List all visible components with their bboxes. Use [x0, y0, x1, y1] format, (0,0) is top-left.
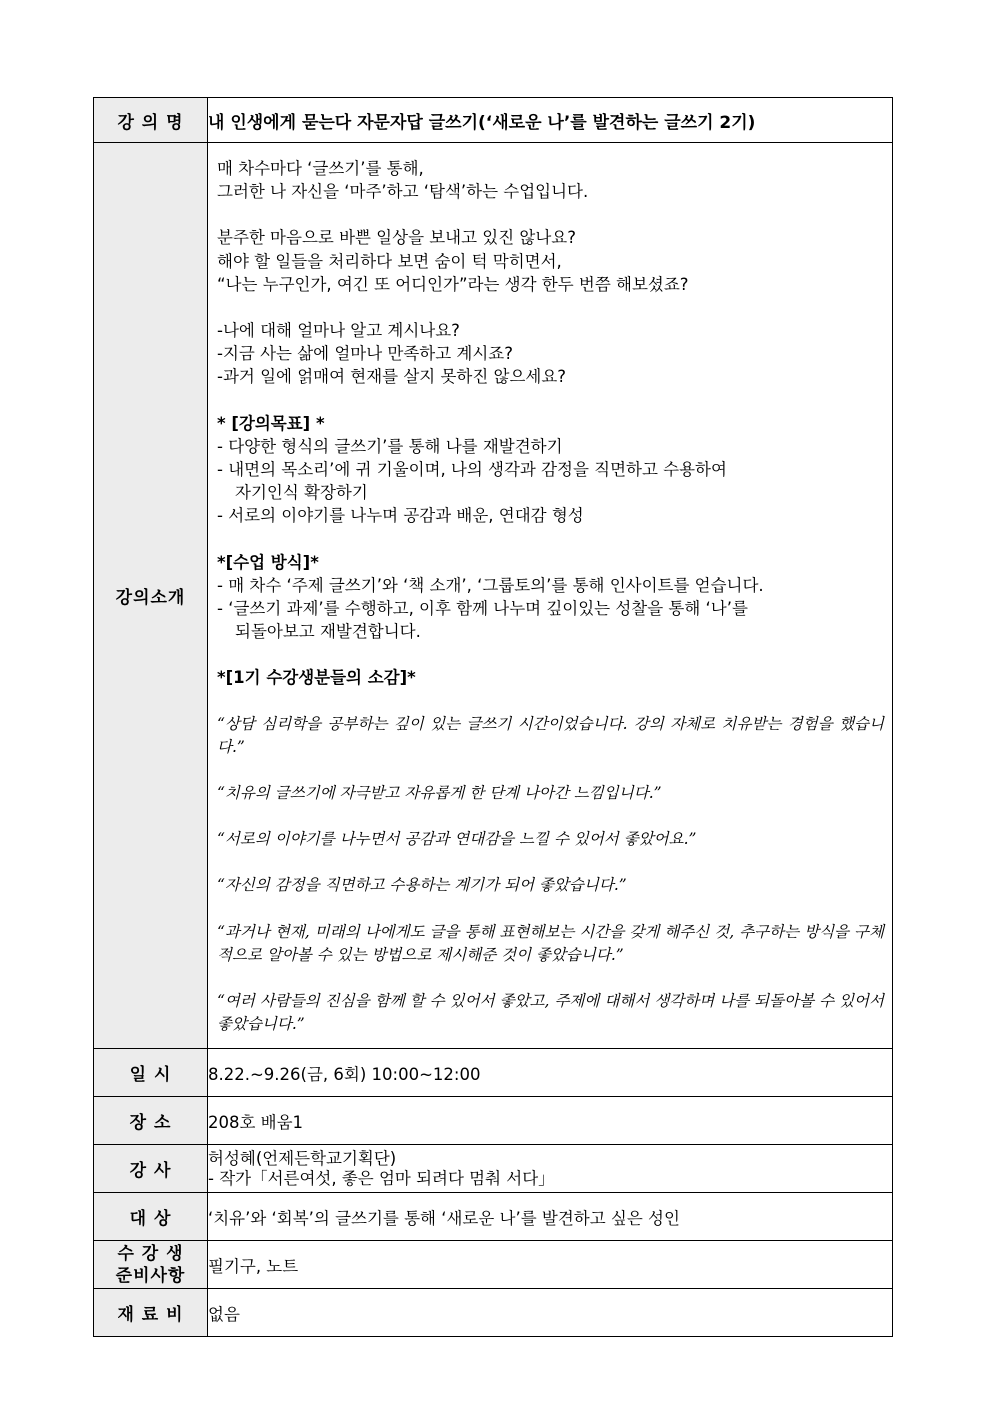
- label-preparation-line: 수 강 생: [117, 1243, 184, 1264]
- course-info-table: [93, 97, 893, 1337]
- method-item: - 매 차수 ‘주제 글쓰기’와 ‘책 소개’, ‘그룹토의’를 통해 인사이트를 얻습니다.: [217, 575, 764, 595]
- row-preparation: [94, 1241, 893, 1289]
- label-schedule: 일 시: [94, 1049, 208, 1097]
- row-schedule: [94, 1049, 893, 1097]
- teacher-name: 허성혜(언제든학교기획단): [208, 1148, 397, 1168]
- teacher-value: [208, 1145, 893, 1193]
- question-line: -과거 일에 얽매여 현재를 살지 못하진 않으세요?: [217, 367, 567, 387]
- review-quote: “여러 사람들의 진심을 함께 할 수 있어서 좋았고, 주제에 대해서 생각하며 나를 되돌아볼 수 있어서 좋았습니다.”: [217, 992, 884, 1034]
- row-target: [94, 1193, 893, 1241]
- label-material-fee: 재 료 비: [94, 1289, 208, 1337]
- goal-item: - 다양한 형식의 글쓰기’를 통해 나를 재발견하기: [217, 436, 563, 456]
- material-fee-value: 없음: [208, 1289, 893, 1337]
- intro-line: 분주한 마음으로 바쁜 일상을 보내고 있진 않나요?: [217, 228, 577, 248]
- goals-heading: * [강의목표] *: [217, 413, 325, 433]
- review-quote: “치유의 글쓰기에 자극받고 자유롭게 한 단계 나아간 느낌입니다.”: [217, 784, 662, 803]
- label-course-intro: 강의소개: [94, 143, 208, 1049]
- label-target: 대 상: [94, 1193, 208, 1241]
- method-item-continued: 되돌아보고 재발견합니다.: [235, 622, 421, 642]
- label-teacher: 강 사: [94, 1145, 208, 1193]
- label-course-title: 강 의 명: [94, 98, 208, 143]
- goal-item: - 내면의 목소리’에 귀 기울이며, 나의 생각과 감정을 직면하고 수용하여: [217, 460, 727, 480]
- intro-line: 매 차수마다 ‘글쓰기’를 통해,: [217, 159, 424, 178]
- review-quote: “상담 심리학을 공부하는 깊이 있는 글쓰기 시간이었습니다. 강의 자체로 치유받는 경험을 했습니다.”: [217, 714, 884, 756]
- label-place: 장 소: [94, 1097, 208, 1145]
- label-preparation: [94, 1241, 208, 1289]
- label-preparation-line: 준비사항: [115, 1265, 186, 1286]
- review-quote: “자신의 감정을 직면하고 수용하는 계기가 되어 좋았습니다.”: [217, 876, 627, 895]
- row-course-intro: [94, 143, 893, 1049]
- goal-item: - 서로의 이야기를 나누며 공감과 배운, 연대감 형성: [217, 506, 584, 526]
- preparation-value: 필기구, 노트: [208, 1241, 893, 1289]
- review-quote: “과거나 현재, 미래의 나에게도 글을 통해 표현해보는 시간을 갖게 해주신 것, 추구하는 방식을 구체적으로 알아볼 수 있는 방법으로 제시해준 것이 좋았습니다.”: [217, 922, 884, 964]
- row-material-fee: [94, 1289, 893, 1337]
- intro-line: 그러한 나 자신을 ‘마주’하고 ‘탐색’하는 수업입니다.: [217, 182, 589, 202]
- question-line: -지금 사는 삶에 얼마나 만족하고 계시죠?: [217, 344, 513, 364]
- method-item: - ‘글쓰기 과제’를 수행하고, 이후 함께 나누며 깊이있는 성찰을 통해 ‘나’를: [217, 599, 748, 619]
- goal-item-continued: 자기인식 확장하기: [235, 483, 368, 503]
- target-value: ‘치유’와 ‘회복’의 글쓰기를 통해 ‘새로운 나’를 발견하고 싶은 성인: [208, 1193, 893, 1241]
- reviews-heading: *[1기 수강생분들의 소감]*: [217, 668, 416, 688]
- method-heading: *[수업 방식]*: [217, 552, 319, 572]
- row-teacher: [94, 1145, 893, 1193]
- row-place: [94, 1097, 893, 1145]
- schedule-value: 8.22.~9.26(금, 6회) 10:00~12:00: [208, 1049, 893, 1097]
- row-course-title: [94, 98, 893, 143]
- review-quote: “서로의 이야기를 나누면서 공감과 연대감을 느낄 수 있어서 좋았어요.”: [217, 830, 697, 849]
- course-intro: [208, 143, 893, 1049]
- place-value: 208호 배움1: [208, 1097, 893, 1145]
- teacher-book: - 작가「서른여섯, 좋은 엄마 되려다 멈춰 서다」: [208, 1168, 555, 1188]
- question-line: -나에 대해 얼마나 알고 계시나요?: [217, 321, 460, 341]
- intro-line: “나는 누구인가, 여긴 또 어디인가”라는 생각 한두 번쯤 해보셨죠?: [217, 274, 689, 294]
- intro-line: 해야 할 일들을 처리하다 보면 숨이 턱 막히면서,: [217, 251, 562, 271]
- course-title: 내 인생에게 묻는다 자문자답 글쓰기(‘새로운 나’를 발견하는 글쓰기 2기): [208, 98, 893, 143]
